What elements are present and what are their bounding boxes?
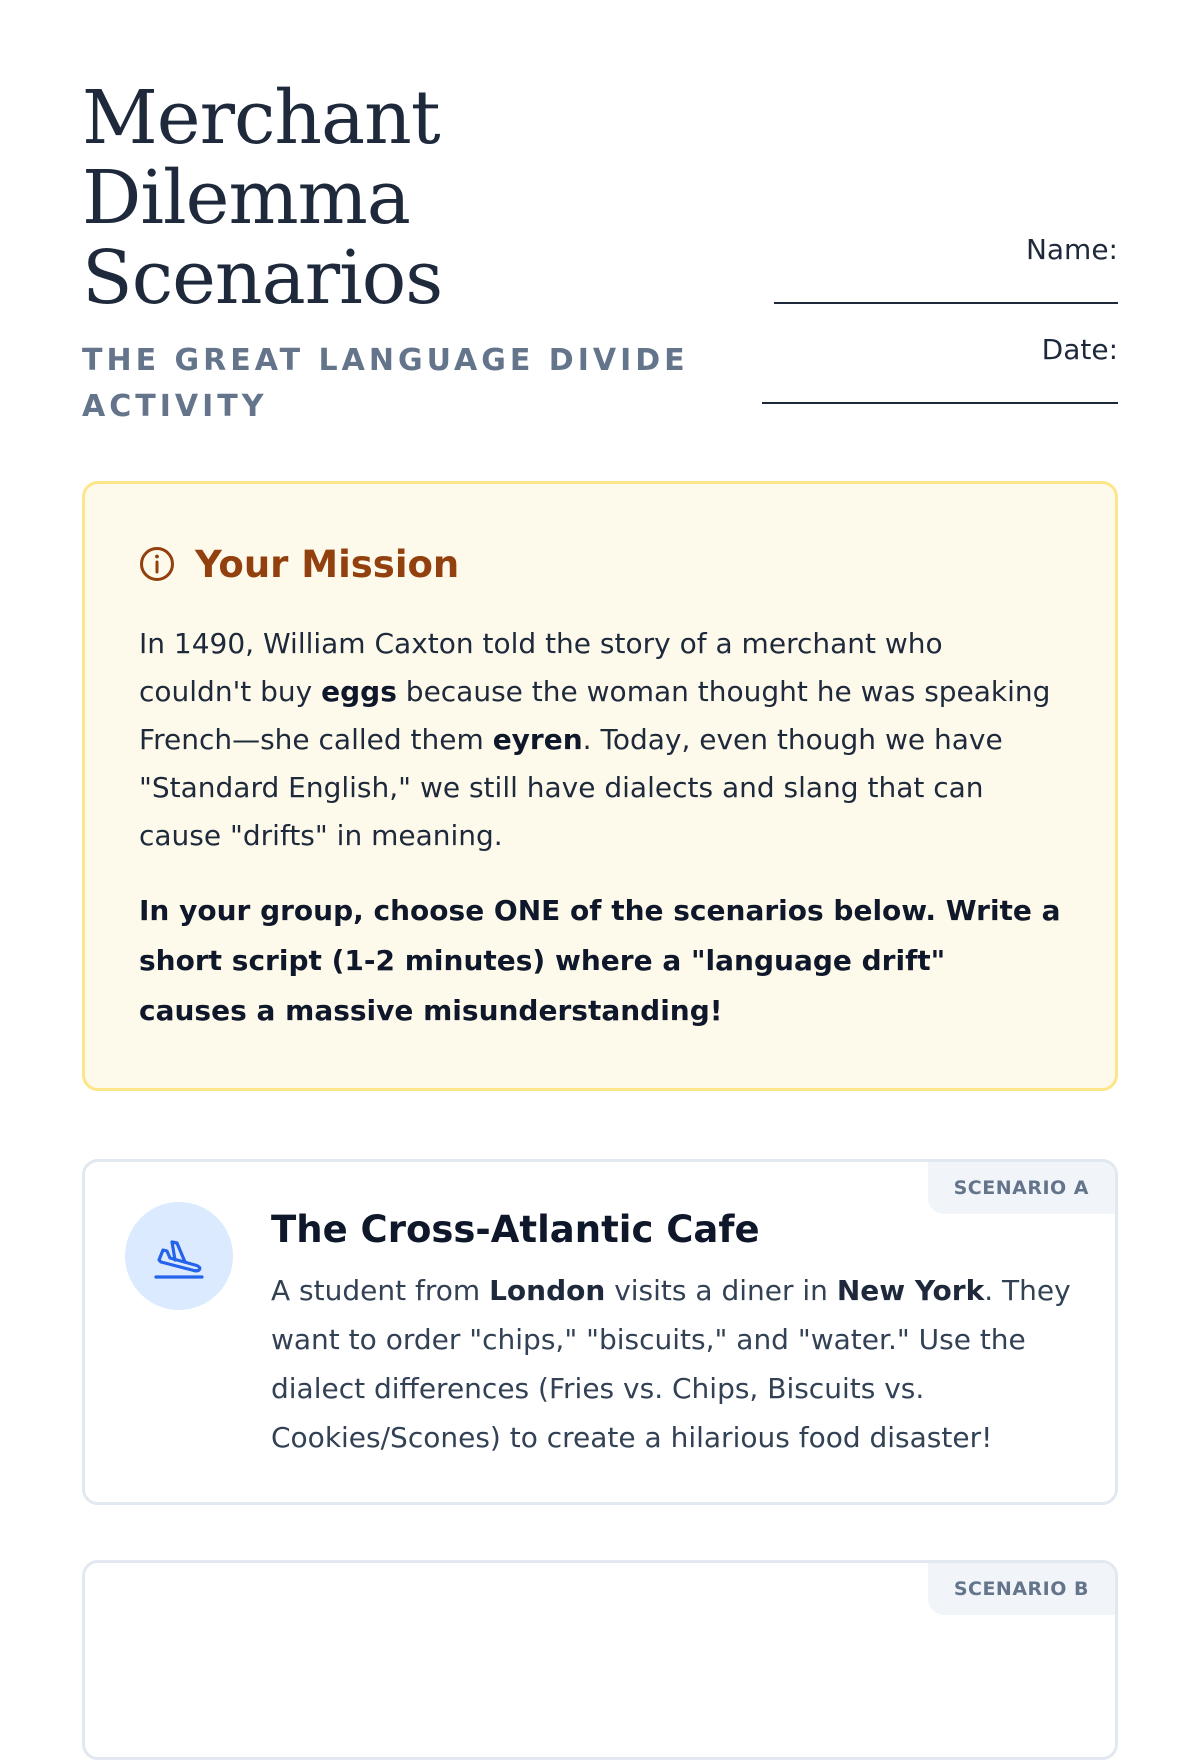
title-line-3: Scenarios bbox=[82, 235, 443, 321]
intro-text-3: . Today, even though we have "Standard English," we still have dialects and slang that can cause "drifts" in meaning. bbox=[139, 723, 1003, 852]
scenario-word-london: London bbox=[489, 1274, 606, 1307]
intro-word-eggs: eggs bbox=[321, 675, 397, 708]
mission-title: Your Mission bbox=[195, 542, 460, 586]
intro-word-eyren: eyren bbox=[492, 723, 583, 756]
scenario-title: The Cross-Atlantic Cafe bbox=[271, 1208, 760, 1251]
worksheet-header bbox=[82, 0, 1118, 440]
scenario-tag: SCENARIO A bbox=[928, 1162, 1115, 1214]
date-label: Date: bbox=[1041, 333, 1118, 366]
page-subtitle: THE GREAT LANGUAGE DIVIDE ACTIVITY bbox=[82, 343, 689, 424]
intro-text-2: because the woman thought he was speaking French—she called them bbox=[139, 675, 1051, 756]
page-title bbox=[82, 75, 443, 321]
intro-text-1: In 1490, William Caxton told the story of a merchant who couldn't buy bbox=[139, 627, 943, 708]
scenario-card-b bbox=[82, 1560, 1118, 1760]
worksheet-page bbox=[82, 0, 1118, 1600]
title-line-2: Dilemma bbox=[82, 155, 410, 241]
title-line-1: Merchant bbox=[82, 75, 440, 161]
name-blank-line[interactable] bbox=[774, 300, 1118, 304]
scenario-description bbox=[271, 1266, 1071, 1462]
scenario-word-new-york: New York bbox=[836, 1274, 985, 1307]
scenario-text-2: visits a diner in bbox=[605, 1274, 837, 1307]
scenario-tag: SCENARIO B bbox=[928, 1563, 1115, 1615]
scenario-card-a bbox=[82, 1159, 1118, 1505]
mission-instruction: In your group, choose ONE of the scenarios below. Write a short script (1-2 minutes) where a "language drift" causes a massive misunderstanding! bbox=[139, 894, 1061, 1027]
info-icon bbox=[139, 546, 175, 582]
mission-box bbox=[82, 481, 1118, 1091]
name-label: Name: bbox=[1025, 233, 1118, 266]
scenario-text-1: A student from bbox=[271, 1274, 490, 1307]
student-info-fields bbox=[758, 230, 1118, 430]
mission-heading bbox=[139, 538, 1061, 590]
scenario-body bbox=[271, 1204, 1071, 1462]
airplane-landing-icon bbox=[125, 1202, 233, 1310]
scenario-text-3: . They want to order "chips," "biscuits," and "water." Use the dialect differences (Fries vs. Chips, Biscuits vs. Cookies/Scones) to create a hilarious food disaster! bbox=[271, 1274, 1071, 1454]
date-blank-line[interactable] bbox=[762, 400, 1118, 404]
mission-intro bbox=[139, 620, 1061, 860]
